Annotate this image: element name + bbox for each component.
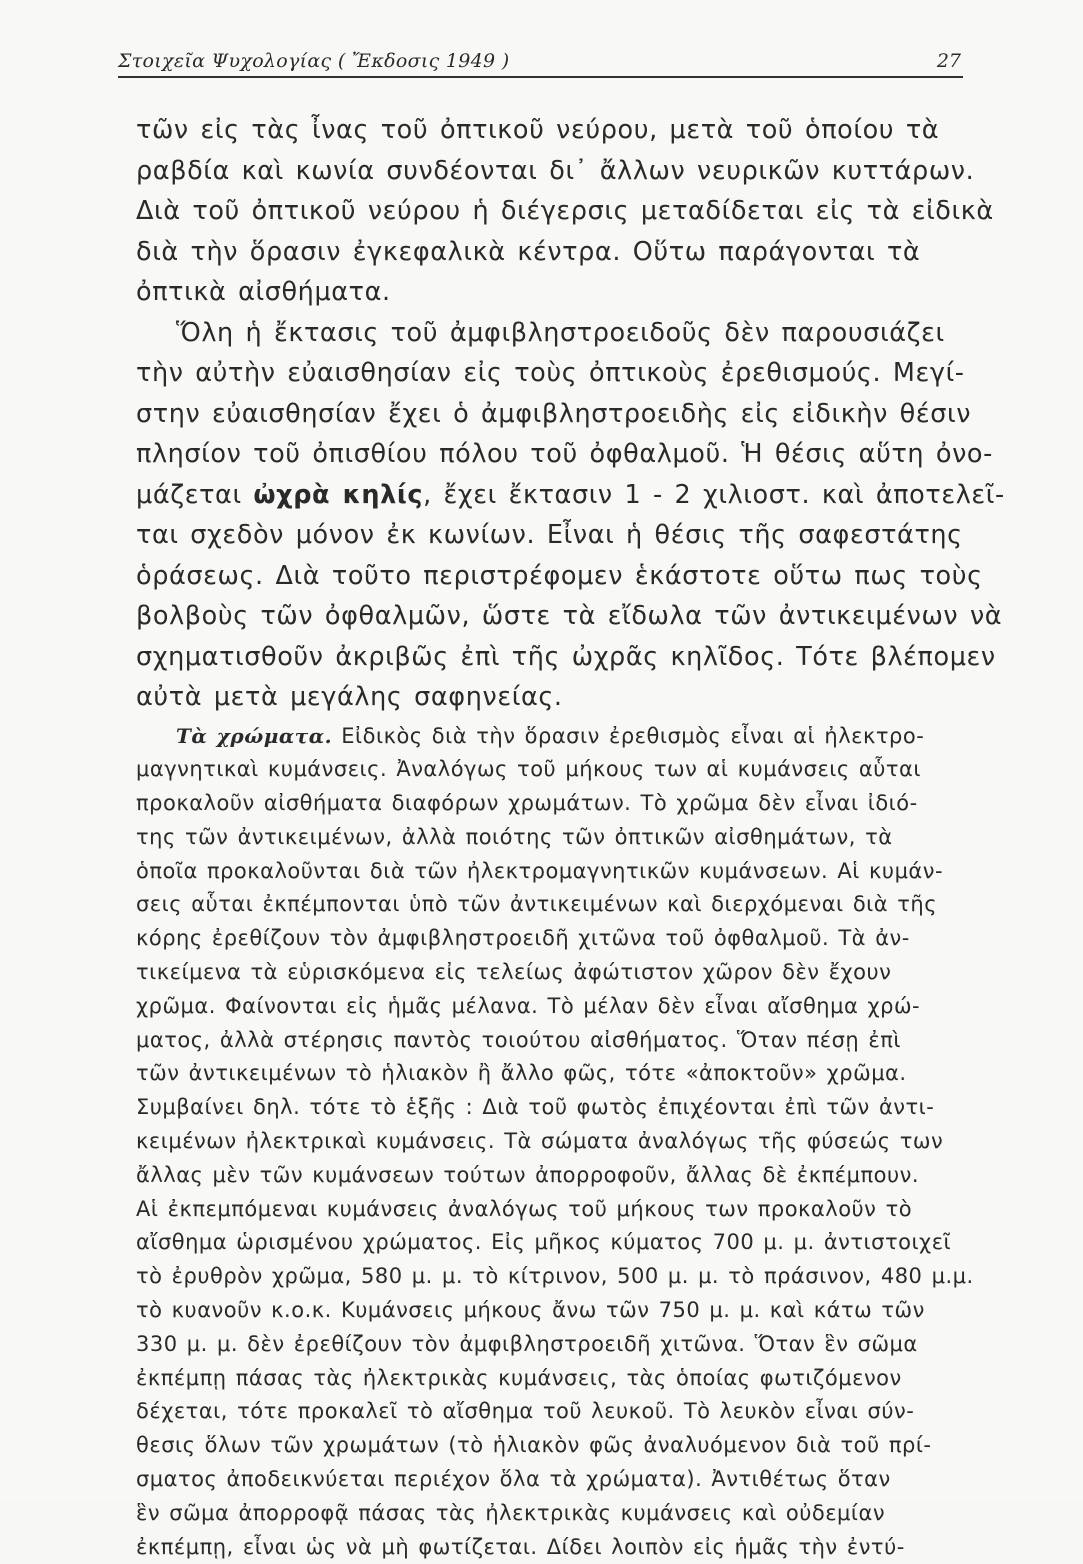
text-line: τὸ ἐρυθρὸν χρῶμα, 580 μ. μ. τὸ κίτρινον, 500 μ. μ. τὸ πράσινον, 480 μ.μ. [136, 1260, 966, 1294]
text-line: Ὅλη ἡ ἔκτασις τοῦ ἀμφιβληστροειδοῦς δὲν παρουσιάζει [136, 313, 966, 354]
emphasized-term: ὠχρὰ κηλίς [253, 480, 423, 510]
text-line: ἐκπέμπῃ, εἶναι ὡς νὰ μὴ φωτίζεται. Δίδει λοιπὸν εἰς ἡμᾶς τὴν ἐντύ- [136, 1531, 966, 1564]
text-segment: Εἰδικὸς διὰ τὴν ὅρασιν ἐρεθισμὸς εἶναι αἱ ἠλεκτρο- [332, 724, 924, 748]
paragraph-retina [136, 110, 966, 718]
text-line: ἐκπέμπῃ πάσας τὰς ἠλεκτρικὰς κυμάνσεις, τὰς ὁποίας φωτιζόμενον [136, 1362, 966, 1396]
text-line: ὀπτικὰ αἰσθήματα. [136, 272, 966, 313]
text-line: τῶν εἰς τὰς ἶνας τοῦ ὀπτικοῦ νεύρου, μετὰ τοῦ ὁποίου τὰ [136, 110, 966, 151]
text-line: ται σχεδὸν μόνον ἐκ κωνίων. Εἶναι ἡ θέσις τῆς σαφεστάτης [136, 515, 966, 556]
text-line: ραβδία καὶ κωνία συνδέονται δι᾿ ἄλλων νευρικῶν κυττάρων. [136, 151, 966, 192]
text-line: κειμένων ἠλεκτρικαὶ κυμάνσεις. Τὰ σώματα ἀναλόγως τῆς φύσεώς των [136, 1125, 966, 1159]
text-line [136, 475, 966, 516]
text-line [136, 720, 966, 754]
text-line: ὁράσεως. Διὰ τοῦτο περιστρέφομεν ἑκάστοτε οὕτω πως τοὺς [136, 556, 966, 597]
text-line: διὰ τὴν ὅρασιν ἐγκεφαλικὰ κέντρα. Οὕτω παράγονται τὰ [136, 232, 966, 273]
text-line: ἓν σῶμα ἀπορροφᾷ πάσας τὰς ἠλεκτρικὰς κυμάνσεις καὶ οὐδεμίαν [136, 1497, 966, 1531]
text-line: Συμβαίνει δηλ. τότε τὸ ἑξῆς : Διὰ τοῦ φωτὸς ἐπιχέονται ἐπὶ τῶν ἀντι- [136, 1091, 966, 1125]
text-line: Διὰ τοῦ ὀπτικοῦ νεύρου ἡ διέγερσις μεταδίδεται εἰς τὰ εἰδικὰ [136, 191, 966, 232]
running-header [118, 44, 963, 78]
text-line: ἄλλας μὲν τῶν κυμάνσεων τούτων ἀπορροφοῦν, ἄλλας δὲ ἐκπέμπουν. [136, 1159, 966, 1193]
text-line: 330 μ. μ. δὲν ἐρεθίζουν τὸν ἀμφιβληστροειδῆ χιτῶνα. Ὅταν ἓν σῶμα [136, 1328, 966, 1362]
running-title: Στοιχεῖα Ψυχολογίας ( Ἔκδοσις 1949 ) [118, 50, 509, 72]
text-line: αἴσθημα ὡρισμένου χρώματος. Εἰς μῆκος κύματος 700 μ. μ. ἀντιστοιχεῖ [136, 1226, 966, 1260]
text-line: τικείμενα τὰ εὑρισκόμενα εἰς τελείως ἀφώτιστον χῶρον δὲν ἔχουν [136, 956, 966, 990]
section-heading: Τὰ χρώματα. [176, 724, 332, 748]
text-segment: , ἔχει ἔκτασιν 1 - 2 χιλιοστ. καὶ ἀποτελεῖ- [423, 480, 1005, 510]
text-line: ματος, ἀλλὰ στέρησις παντὸς τοιούτου αἰσθήματος. Ὅταν πέσῃ ἐπὶ [136, 1024, 966, 1058]
text-line: χρῶμα. Φαίνονται εἰς ἡμᾶς μέλανα. Τὸ μέλαν δὲν εἶναι αἴσθημα χρώ- [136, 990, 966, 1024]
paragraph-colors [136, 720, 966, 1564]
text-line: τὴν αὐτὴν εὐαισθησίαν εἰς τοὺς ὀπτικοὺς ἐρεθισμούς. Μεγί- [136, 353, 966, 394]
text-line: θεσις ὅλων τῶν χρωμάτων (τὸ ἡλιακὸν φῶς ἀναλυόμενον διὰ τοῦ πρί- [136, 1429, 966, 1463]
text-line: Αἱ ἐκπεμπόμεναι κυμάνσεις ἀναλόγως τοῦ μήκους των προκαλοῦν τὸ [136, 1193, 966, 1227]
text-line: στην εὐαισθησίαν ἔχει ὁ ἀμφιβληστροειδὴς εἰς εἰδικὴν θέσιν [136, 394, 966, 435]
text-line: βολβοὺς τῶν ὀφθαλμῶν, ὥστε τὰ εἴδωλα τῶν ἀντικειμένων νὰ [136, 596, 966, 637]
text-line: σεις αὗται ἐκπέμπονται ὑπὸ τῶν ἀντικειμένων καὶ διερχόμεναι διὰ τῆς [136, 888, 966, 922]
text-line: μαγνητικαὶ κυμάνσεις. Ἀναλόγως τοῦ μήκους των αἱ κυμάνσεις αὗται [136, 753, 966, 787]
text-line: σχηματισθοῦν ἀκριβῶς ἐπὶ τῆς ὠχρᾶς κηλῖδος. Τότε βλέπομεν [136, 637, 966, 678]
text-line: ὁποῖα προκαλοῦνται διὰ τῶν ἠλεκτρομαγνητικῶν κυμάνσεων. Αἱ κυμάν- [136, 855, 966, 889]
text-line: τῶν ἀντικειμένων τὸ ἡλιακὸν ἢ ἄλλο φῶς, τότε «ἀποκτοῦν» χρῶμα. [136, 1057, 966, 1091]
text-line: προκαλοῦν αἰσθήματα διαφόρων χρωμάτων. Τὸ χρῶμα δὲν εἶναι ἰδιό- [136, 787, 966, 821]
text-line: αὐτὰ μετὰ μεγάλης σαφηνείας. [136, 677, 966, 718]
text-line: της τῶν ἀντικειμένων, ἀλλὰ ποιότης τῶν ὀπτικῶν αἰσθημάτων, τὰ [136, 821, 966, 855]
text-line: δέχεται, τότε προκαλεῖ τὸ αἴσθημα τοῦ λευκοῦ. Τὸ λευκὸν εἶναι σύν- [136, 1395, 966, 1429]
page-number: 27 [937, 50, 961, 72]
text-line: κόρης ἐρεθίζουν τὸν ἀμφιβληστροειδῆ χιτῶνα τοῦ ὀφθαλμοῦ. Τὰ ἀν- [136, 922, 966, 956]
text-line: σματος ἀποδεικνύεται περιέχον ὅλα τὰ χρώματα). Ἀντιθέτως ὅταν [136, 1463, 966, 1497]
text-line: πλησίον τοῦ ὀπισθίου πόλου τοῦ ὀφθαλμοῦ. Ἡ θέσις αὕτη ὀνο- [136, 434, 966, 475]
body-text [136, 110, 966, 1564]
text-line: τὸ κυανοῦν κ.ο.κ. Κυμάνσεις μήκους ἄνω τῶν 750 μ. μ. καὶ κάτω τῶν [136, 1294, 966, 1328]
text-segment: μάζεται [136, 480, 253, 510]
